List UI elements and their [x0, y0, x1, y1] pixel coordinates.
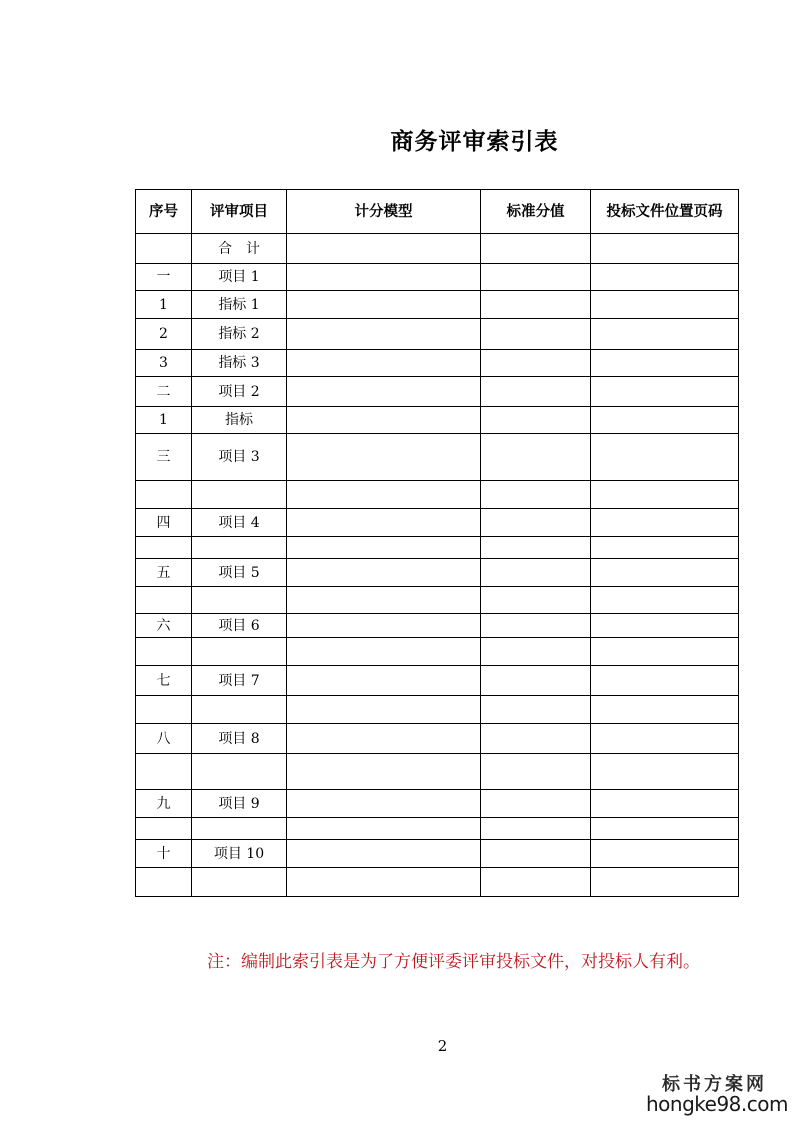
page-cell — [591, 291, 739, 319]
item-cell — [192, 818, 287, 840]
model-cell — [287, 840, 481, 868]
serial-cell — [136, 234, 192, 264]
table-row — [136, 559, 739, 587]
item-cell: 项目 9 — [192, 790, 287, 818]
serial-cell: 九 — [136, 790, 192, 818]
model-cell — [287, 666, 481, 696]
model-cell — [287, 291, 481, 319]
table-row — [136, 724, 739, 754]
model-cell — [287, 264, 481, 291]
item-cell: 项目 8 — [192, 724, 287, 754]
page-cell — [591, 407, 739, 434]
serial-cell: 二 — [136, 377, 192, 407]
page-cell — [591, 614, 739, 638]
table-row — [136, 537, 739, 559]
serial-cell — [136, 638, 192, 666]
header-scoring-model: 计分模型 — [287, 190, 481, 234]
score-cell — [481, 614, 591, 638]
model-cell — [287, 319, 481, 350]
table-row — [136, 666, 739, 696]
score-cell — [481, 840, 591, 868]
score-cell — [481, 696, 591, 724]
page-number: 2 — [437, 1037, 448, 1055]
score-cell — [481, 790, 591, 818]
table-row — [136, 840, 739, 868]
serial-cell: 六 — [136, 614, 192, 638]
serial-cell: 十 — [136, 840, 192, 868]
serial-cell — [136, 696, 192, 724]
item-cell — [192, 537, 287, 559]
model-cell — [287, 407, 481, 434]
serial-cell: 一 — [136, 264, 192, 291]
serial-cell — [136, 818, 192, 840]
serial-cell: 1 — [136, 291, 192, 319]
score-cell — [481, 350, 591, 377]
page-cell — [591, 319, 739, 350]
page-title: 商务评审索引表 — [390, 128, 559, 155]
page-cell — [591, 840, 739, 868]
score-cell — [481, 754, 591, 790]
serial-cell: 三 — [136, 434, 192, 481]
table-row — [136, 407, 739, 434]
score-cell — [481, 868, 591, 897]
model-cell — [287, 481, 481, 509]
page-cell — [591, 790, 739, 818]
score-cell — [481, 818, 591, 840]
score-cell — [481, 319, 591, 350]
item-cell: 项目 6 — [192, 614, 287, 638]
page-cell — [591, 559, 739, 587]
page-cell — [591, 234, 739, 264]
model-cell — [287, 790, 481, 818]
score-cell — [481, 509, 591, 537]
model-cell — [287, 377, 481, 407]
serial-cell — [136, 868, 192, 897]
page-cell — [591, 868, 739, 897]
score-cell — [481, 638, 591, 666]
serial-cell: 2 — [136, 319, 192, 350]
review-index-table — [135, 189, 739, 897]
model-cell — [287, 509, 481, 537]
serial-cell: 五 — [136, 559, 192, 587]
serial-cell: 七 — [136, 666, 192, 696]
model-cell — [287, 234, 481, 264]
table-header-row — [136, 190, 739, 234]
score-cell — [481, 724, 591, 754]
watermark-site-name: 标书方案网 — [662, 1074, 767, 1095]
page-cell — [591, 696, 739, 724]
item-cell — [192, 638, 287, 666]
model-cell — [287, 537, 481, 559]
item-cell: 项目 7 — [192, 666, 287, 696]
table-row — [136, 638, 739, 666]
table-row — [136, 696, 739, 724]
item-cell: 指标 1 — [192, 291, 287, 319]
page-cell — [591, 377, 739, 407]
score-cell — [481, 234, 591, 264]
serial-cell — [136, 754, 192, 790]
page-cell — [591, 264, 739, 291]
model-cell — [287, 587, 481, 614]
page-cell — [591, 754, 739, 790]
score-cell — [481, 587, 591, 614]
page-cell — [591, 666, 739, 696]
model-cell — [287, 868, 481, 897]
item-cell: 项目 2 — [192, 377, 287, 407]
table-row — [136, 587, 739, 614]
score-cell — [481, 559, 591, 587]
header-bid-page-location: 投标文件位置页码 — [591, 190, 739, 234]
model-cell — [287, 614, 481, 638]
page-cell — [591, 481, 739, 509]
table-row — [136, 434, 739, 481]
table-row — [136, 291, 739, 319]
score-cell — [481, 434, 591, 481]
page-cell — [591, 818, 739, 840]
score-cell — [481, 377, 591, 407]
header-review-item: 评审项目 — [192, 190, 287, 234]
item-cell: 合 计 — [192, 234, 287, 264]
table-row — [136, 264, 739, 291]
page-cell — [591, 638, 739, 666]
model-cell — [287, 350, 481, 377]
serial-cell: 1 — [136, 407, 192, 434]
table-row — [136, 818, 739, 840]
serial-cell: 八 — [136, 724, 192, 754]
page-cell — [591, 587, 739, 614]
score-cell — [481, 264, 591, 291]
model-cell — [287, 724, 481, 754]
page-cell — [591, 509, 739, 537]
model-cell — [287, 434, 481, 481]
item-cell — [192, 754, 287, 790]
table-row — [136, 234, 739, 264]
table-row — [136, 868, 739, 897]
page-cell — [591, 434, 739, 481]
model-cell — [287, 559, 481, 587]
item-cell — [192, 868, 287, 897]
serial-cell — [136, 481, 192, 509]
footnote: 注：编制此索引表是为了方便评委评审投标文件，对投标人有利。 — [207, 952, 700, 972]
table-row — [136, 481, 739, 509]
item-cell: 项目 5 — [192, 559, 287, 587]
item-cell: 指标 — [192, 407, 287, 434]
serial-cell: 3 — [136, 350, 192, 377]
score-cell — [481, 666, 591, 696]
header-serial-no: 序号 — [136, 190, 192, 234]
item-cell — [192, 587, 287, 614]
serial-cell: 四 — [136, 509, 192, 537]
score-cell — [481, 537, 591, 559]
table-row — [136, 790, 739, 818]
table-row — [136, 350, 739, 377]
table-row — [136, 377, 739, 407]
item-cell: 指标 2 — [192, 319, 287, 350]
model-cell — [287, 754, 481, 790]
item-cell: 项目 1 — [192, 264, 287, 291]
watermark-url: hongke98.com — [646, 1092, 788, 1116]
score-cell — [481, 407, 591, 434]
score-cell — [481, 291, 591, 319]
table-row — [136, 319, 739, 350]
item-cell: 项目 10 — [192, 840, 287, 868]
serial-cell — [136, 587, 192, 614]
page-cell — [591, 537, 739, 559]
serial-cell — [136, 537, 192, 559]
header-standard-score: 标准分值 — [481, 190, 591, 234]
item-cell: 项目 3 — [192, 434, 287, 481]
page-cell — [591, 724, 739, 754]
item-cell — [192, 696, 287, 724]
page-cell — [591, 350, 739, 377]
score-cell — [481, 481, 591, 509]
model-cell — [287, 638, 481, 666]
item-cell: 项目 4 — [192, 509, 287, 537]
model-cell — [287, 818, 481, 840]
table-row — [136, 509, 739, 537]
model-cell — [287, 696, 481, 724]
item-cell: 指标 3 — [192, 350, 287, 377]
table-row — [136, 614, 739, 638]
item-cell — [192, 481, 287, 509]
table-row — [136, 754, 739, 790]
